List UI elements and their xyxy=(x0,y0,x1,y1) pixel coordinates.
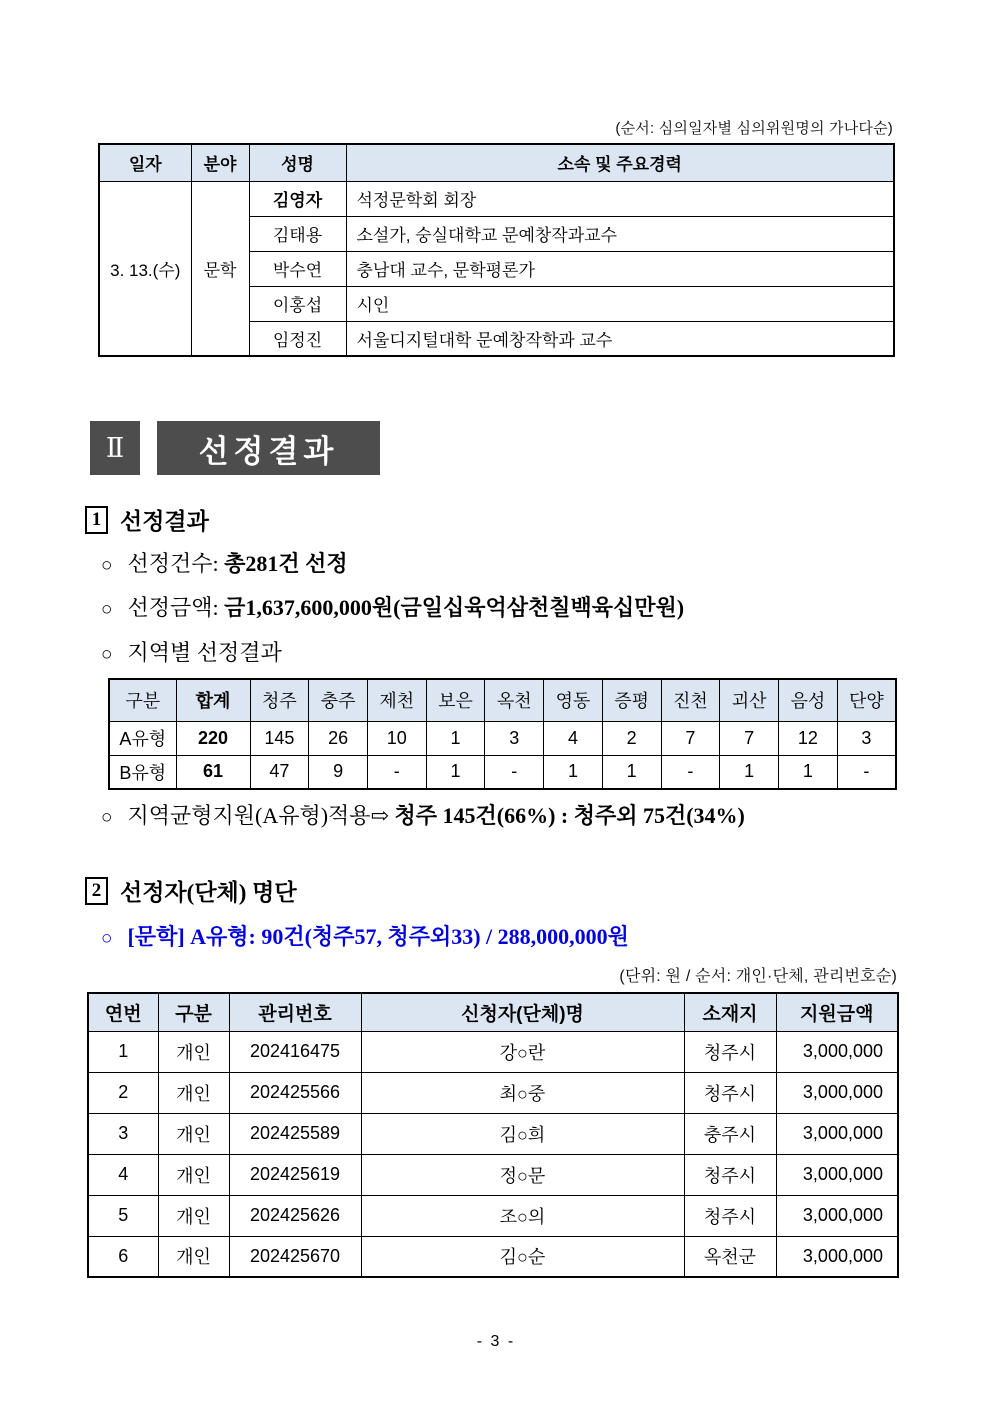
table-row xyxy=(88,1031,898,1072)
bullet-label: 선정금액: xyxy=(127,595,225,620)
region-value: 7 xyxy=(661,721,720,755)
roster-amount: 3,000,000 xyxy=(776,1113,898,1154)
bullet-region-results xyxy=(101,636,282,667)
roster-col-header: 신청자(단체)명 xyxy=(361,993,684,1031)
subtitle-text: [문학] A유형: 90건(청주57, 청주외33) / 288,000,000원 xyxy=(127,924,629,949)
committee-date-cell: 3. 13.(수) xyxy=(99,181,191,356)
roster-no: 4 xyxy=(88,1154,158,1195)
roster-no: 5 xyxy=(88,1195,158,1236)
region-col-header-total: 합계 xyxy=(176,679,250,721)
region-value: 10 xyxy=(367,721,426,755)
roster-type: 개인 xyxy=(158,1195,229,1236)
roster-applicant: 강○란 xyxy=(361,1031,684,1072)
bullet-value: 총281건 선정 xyxy=(224,551,348,576)
bullet-marker: ○ xyxy=(101,928,113,949)
roster-applicant: 정○문 xyxy=(361,1154,684,1195)
results-heading xyxy=(85,503,209,536)
region-col-header: 제천 xyxy=(367,679,426,721)
roster-col-header: 연번 xyxy=(88,993,158,1031)
page-number: - 3 - xyxy=(476,1333,516,1350)
roster-type: 개인 xyxy=(158,1154,229,1195)
region-value: 1 xyxy=(544,755,603,789)
region-value: 3 xyxy=(485,721,544,755)
boxed-number: 2 xyxy=(85,877,108,905)
table-row xyxy=(88,1236,898,1277)
section-title: 선정결과 xyxy=(157,421,380,475)
table-row xyxy=(88,1154,898,1195)
committee-field-cell: 문학 xyxy=(191,181,249,356)
member-name: 임정진 xyxy=(249,321,346,356)
table-row xyxy=(88,1072,898,1113)
table-row xyxy=(109,755,896,789)
region-col-header: 음성 xyxy=(778,679,837,721)
region-total: 220 xyxy=(176,721,250,755)
roster-no: 3 xyxy=(88,1113,158,1154)
roster-location: 청주시 xyxy=(684,1154,776,1195)
member-name: 김영자 xyxy=(249,181,346,216)
region-col-header: 보은 xyxy=(426,679,485,721)
region-col-header: 옥천 xyxy=(485,679,544,721)
bullet-value: 금1,637,600,000원(금일십육억삼천칠백육십만원) xyxy=(224,595,685,620)
roster-location: 충주시 xyxy=(684,1113,776,1154)
table-row xyxy=(88,1113,898,1154)
roster-heading-label: 선정자(단체) 명단 xyxy=(120,880,297,905)
region-col-header: 단양 xyxy=(837,679,896,721)
roster-applicant: 김○순 xyxy=(361,1236,684,1277)
member-career: 석정문학회 회장 xyxy=(346,181,894,216)
table-row xyxy=(99,181,894,216)
roster-mgmt-no: 202425626 xyxy=(229,1195,361,1236)
region-value: 145 xyxy=(250,721,309,755)
section-numeral-badge: Ⅱ xyxy=(90,421,140,475)
bullet-marker: ○ xyxy=(101,599,113,620)
roster-mgmt-no: 202416475 xyxy=(229,1031,361,1072)
region-value: - xyxy=(837,755,896,789)
roster-amount: 3,000,000 xyxy=(776,1236,898,1277)
roster-applicant: 김○희 xyxy=(361,1113,684,1154)
bullet-marker: ○ xyxy=(101,807,113,828)
region-value: 4 xyxy=(544,721,603,755)
region-value: 1 xyxy=(426,721,485,755)
region-table xyxy=(108,678,897,790)
roster-mgmt-no: 202425619 xyxy=(229,1154,361,1195)
roster-type: 개인 xyxy=(158,1031,229,1072)
region-value: 26 xyxy=(309,721,368,755)
roster-location: 청주시 xyxy=(684,1031,776,1072)
region-total: 61 xyxy=(176,755,250,789)
region-value: 2 xyxy=(602,721,661,755)
region-value: - xyxy=(485,755,544,789)
col-header-field: 분야 xyxy=(191,144,249,181)
region-col-header: 증평 xyxy=(602,679,661,721)
roster-amount: 3,000,000 xyxy=(776,1031,898,1072)
roster-type: 개인 xyxy=(158,1236,229,1277)
balance-value: 청주 145건(66%) : 청주외 75건(34%) xyxy=(394,803,745,828)
member-name: 박수연 xyxy=(249,251,346,286)
region-row-label: B유형 xyxy=(109,755,176,789)
region-col-header: 영동 xyxy=(544,679,603,721)
region-value: 12 xyxy=(778,721,837,755)
bullet-region-balance xyxy=(101,799,745,830)
region-col-header: 구분 xyxy=(109,679,176,721)
bullet-selected-count xyxy=(101,547,348,578)
roster-location: 청주시 xyxy=(684,1072,776,1113)
roster-heading xyxy=(85,874,297,907)
region-col-header: 진천 xyxy=(661,679,720,721)
roster-type: 개인 xyxy=(158,1113,229,1154)
table-row xyxy=(109,721,896,755)
results-heading-label: 선정결과 xyxy=(120,509,209,534)
committee-table xyxy=(98,143,895,357)
balance-label: 지역균형지원(A유형)적용⇨ xyxy=(127,803,395,828)
committee-sort-caption: (순서: 심의일자별 심의위원명의 가나다순) xyxy=(615,120,893,137)
member-career: 시인 xyxy=(346,286,894,321)
roster-amount: 3,000,000 xyxy=(776,1072,898,1113)
roster-col-header: 지원금액 xyxy=(776,993,898,1031)
region-value: - xyxy=(367,755,426,789)
bullet-literature-a-type xyxy=(101,920,629,951)
table-row xyxy=(88,1195,898,1236)
region-value: 1 xyxy=(602,755,661,789)
roster-amount: 3,000,000 xyxy=(776,1195,898,1236)
col-header-date: 일자 xyxy=(99,144,191,181)
roster-applicant: 조○의 xyxy=(361,1195,684,1236)
roster-type: 개인 xyxy=(158,1072,229,1113)
region-col-header: 충주 xyxy=(309,679,368,721)
bullet-marker: ○ xyxy=(101,644,113,665)
member-name: 김태용 xyxy=(249,216,346,251)
region-value: 1 xyxy=(426,755,485,789)
roster-no: 2 xyxy=(88,1072,158,1113)
region-value: 3 xyxy=(837,721,896,755)
region-value: 9 xyxy=(309,755,368,789)
member-career: 소설가, 숭실대학교 문예창작과교수 xyxy=(346,216,894,251)
region-row-label: A유형 xyxy=(109,721,176,755)
region-col-header: 청주 xyxy=(250,679,309,721)
roster-mgmt-no: 202425670 xyxy=(229,1236,361,1277)
roster-header-row xyxy=(88,993,898,1031)
roster-col-header: 소재지 xyxy=(684,993,776,1031)
member-career: 서울디지털대학 문예창작학과 교수 xyxy=(346,321,894,356)
roster-no: 6 xyxy=(88,1236,158,1277)
region-value: 1 xyxy=(720,755,779,789)
roster-col-header: 구분 xyxy=(158,993,229,1031)
region-value: 1 xyxy=(778,755,837,789)
bullet-selected-amount xyxy=(101,591,684,622)
member-career: 충남대 교수, 문학평론가 xyxy=(346,251,894,286)
boxed-number: 1 xyxy=(85,506,108,534)
region-header-row xyxy=(109,679,896,721)
bullet-label: 선정건수: xyxy=(127,551,225,576)
roster-location: 옥천군 xyxy=(684,1236,776,1277)
roster-col-header: 관리번호 xyxy=(229,993,361,1031)
roster-mgmt-no: 202425589 xyxy=(229,1113,361,1154)
bullet-label: 지역별 선정결과 xyxy=(127,640,282,665)
region-value: 7 xyxy=(720,721,779,755)
bullet-marker: ○ xyxy=(101,555,113,576)
col-header-career: 소속 및 주요경력 xyxy=(346,144,894,181)
roster-table xyxy=(87,992,899,1278)
member-name: 이홍섭 xyxy=(249,286,346,321)
region-value: 47 xyxy=(250,755,309,789)
roster-amount: 3,000,000 xyxy=(776,1154,898,1195)
roster-location: 청주시 xyxy=(684,1195,776,1236)
col-header-name: 성명 xyxy=(249,144,346,181)
roster-mgmt-no: 202425566 xyxy=(229,1072,361,1113)
roster-applicant: 최○중 xyxy=(361,1072,684,1113)
region-value: - xyxy=(661,755,720,789)
roster-unit-caption: (단위: 원 / 순서: 개인·단체, 관리번호순) xyxy=(619,968,897,985)
committee-header-row xyxy=(99,144,894,181)
region-col-header: 괴산 xyxy=(720,679,779,721)
roster-no: 1 xyxy=(88,1031,158,1072)
